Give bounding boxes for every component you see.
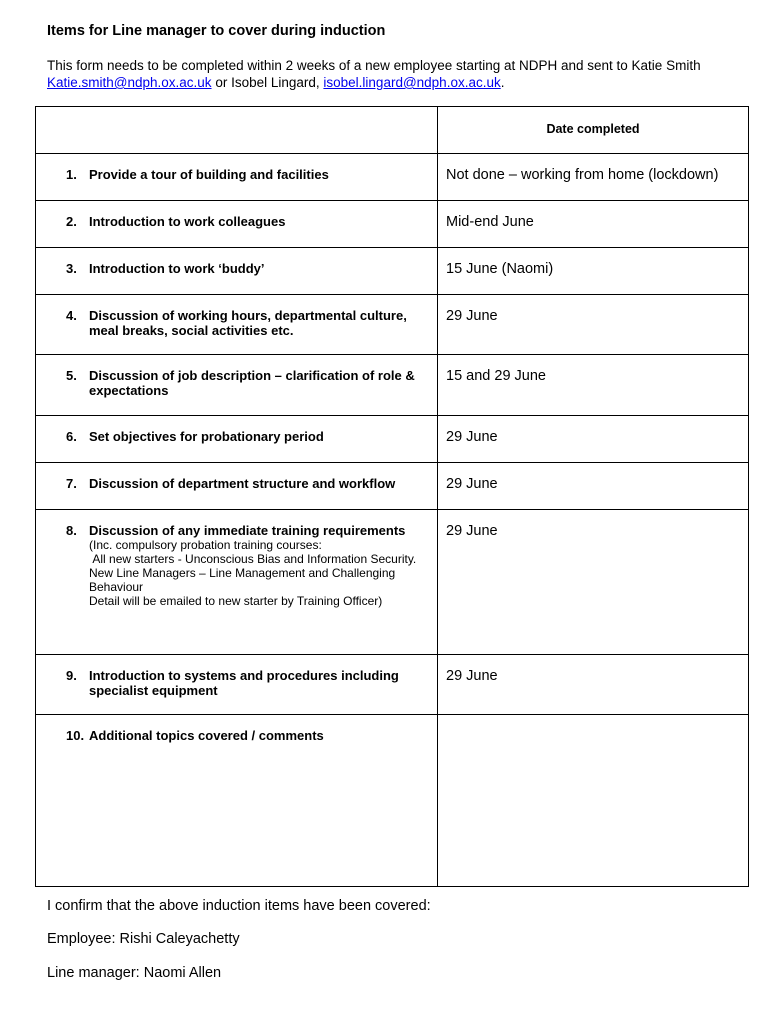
date-cell: 15 June (Naomi) bbox=[438, 248, 749, 295]
item-text: Provide a tour of building and facilities bbox=[89, 167, 329, 182]
item-cell bbox=[36, 201, 438, 248]
table-row bbox=[36, 201, 749, 248]
table-row bbox=[36, 715, 749, 887]
item-number: 2. bbox=[66, 214, 77, 229]
table-row bbox=[36, 295, 749, 355]
table-row bbox=[36, 510, 749, 655]
date-cell: 29 June bbox=[438, 416, 749, 463]
item-cell bbox=[36, 510, 438, 655]
item-cell bbox=[36, 248, 438, 295]
employee-name: Employee: Rishi Caleyachetty bbox=[47, 931, 240, 947]
date-cell: 29 June bbox=[438, 463, 749, 510]
item-cell bbox=[36, 655, 438, 715]
comments-cell[interactable] bbox=[438, 715, 749, 887]
date-cell: 29 June bbox=[438, 510, 749, 655]
table-header-row bbox=[36, 107, 749, 154]
header-date-completed: Date completed bbox=[438, 107, 749, 154]
item-cell bbox=[36, 715, 438, 887]
item-cell bbox=[36, 295, 438, 355]
intro-text: This form needs to be completed within 2 weeks of a new employee starting at NDPH and sent to Katie Smith bbox=[47, 58, 701, 73]
item-number: 5. bbox=[66, 368, 77, 383]
detail-line: (Inc. compulsory probation training courses: bbox=[89, 538, 322, 552]
intro-or: or Isobel Lingard, bbox=[215, 75, 320, 90]
line-manager-name: Line manager: Naomi Allen bbox=[47, 965, 222, 981]
table-row bbox=[36, 248, 749, 295]
item-text: Introduction to work ‘buddy’ bbox=[89, 261, 265, 276]
date-cell: 29 June bbox=[438, 655, 749, 715]
header-item-cell bbox=[36, 107, 438, 154]
item-text: Discussion of department structure and workflow bbox=[89, 476, 396, 491]
detail-line: All new starters - Unconscious Bias and Information Security. bbox=[89, 552, 417, 566]
item-number: 9. bbox=[66, 668, 77, 683]
date-cell: 15 and 29 June bbox=[438, 355, 749, 416]
item-text: Introduction to systems and procedures including specialist equipment bbox=[89, 668, 399, 698]
item-number: 8. bbox=[66, 523, 77, 538]
item-cell bbox=[36, 154, 438, 201]
date-cell: 29 June bbox=[438, 295, 749, 355]
date-cell: Mid-end June bbox=[438, 201, 749, 248]
detail-line: Detail will be emailed to new starter by Training Officer) bbox=[89, 594, 383, 608]
item-number: 10. bbox=[66, 728, 85, 743]
date-cell: Not done – working from home (lockdown) bbox=[438, 154, 749, 201]
item-number: 7. bbox=[66, 476, 77, 491]
training-details bbox=[66, 538, 431, 608]
item-cell bbox=[36, 463, 438, 510]
confirmation-statement: I confirm that the above induction items have been covered: bbox=[47, 898, 431, 914]
email-link-katie[interactable]: Katie.smith@ndph.ox.ac.uk bbox=[47, 75, 212, 90]
detail-line: New Line Managers – Line Management and Challenging Behaviour bbox=[89, 566, 396, 594]
table-row bbox=[36, 416, 749, 463]
item-text: Discussion of any immediate training requirements bbox=[89, 523, 406, 538]
item-text: Discussion of working hours, departmental culture, meal breaks, social activities etc. bbox=[89, 308, 407, 338]
item-text: Set objectives for probationary period bbox=[89, 429, 324, 444]
email-link-isobel[interactable]: isobel.lingard@ndph.ox.ac.uk bbox=[323, 75, 501, 90]
item-number: 3. bbox=[66, 261, 77, 276]
table-row bbox=[36, 154, 749, 201]
item-text: Additional topics covered / comments bbox=[89, 728, 324, 743]
table-row bbox=[36, 655, 749, 715]
item-text: Discussion of job description – clarification of role & expectations bbox=[89, 368, 415, 398]
item-number: 4. bbox=[66, 308, 77, 323]
table-row bbox=[36, 463, 749, 510]
item-number: 6. bbox=[66, 429, 77, 444]
form-title: Items for Line manager to cover during induction bbox=[47, 23, 386, 39]
intro-paragraph bbox=[47, 57, 737, 91]
item-cell bbox=[36, 355, 438, 416]
item-cell bbox=[36, 416, 438, 463]
item-number: 1. bbox=[66, 167, 77, 182]
induction-table bbox=[35, 106, 749, 887]
table-row bbox=[36, 355, 749, 416]
item-text: Introduction to work colleagues bbox=[89, 214, 286, 229]
intro-end: . bbox=[500, 75, 505, 90]
